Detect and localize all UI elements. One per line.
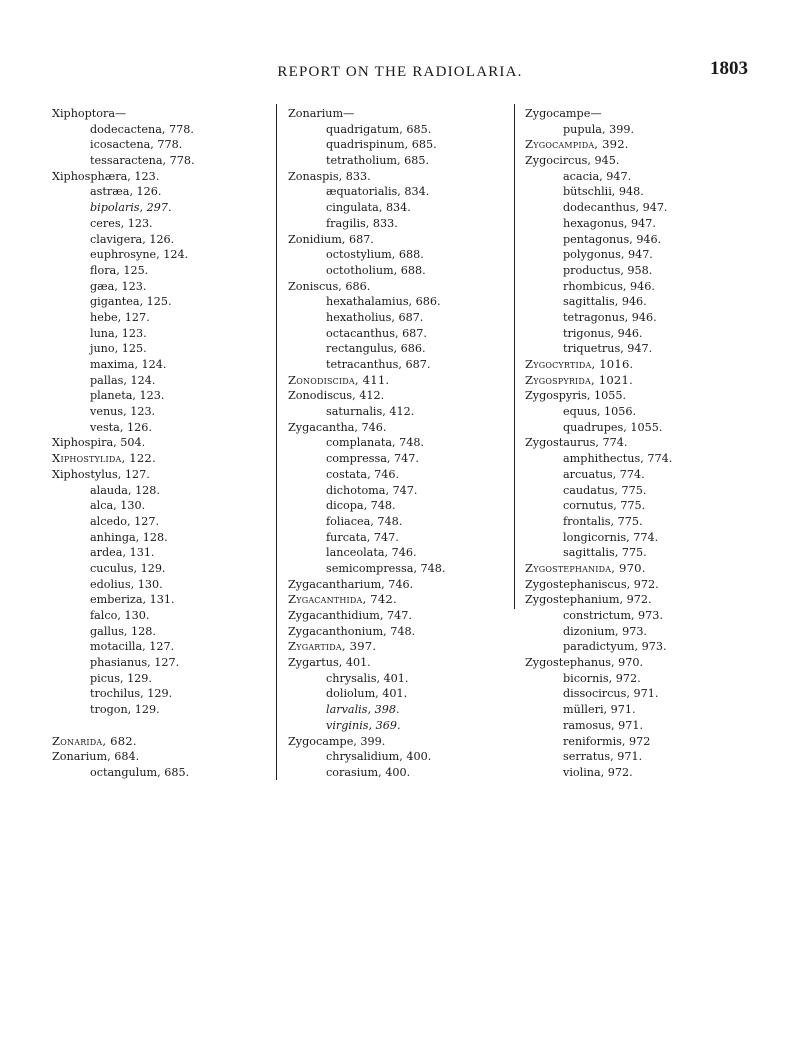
index-subentry: sagittalis, 946. — [563, 295, 647, 309]
index-subentry: alauda, 128. — [90, 483, 160, 497]
index-subentry: astræa, 126. — [90, 185, 162, 199]
index-subentry: phasianus, 127. — [90, 656, 180, 670]
index-subentry: virginis, 369. — [326, 718, 401, 732]
index-entry: Zygocampe, 399. — [288, 734, 386, 748]
index-subentry: icosactena, 778. — [90, 138, 183, 152]
index-entry: Zonodiscus, 412. — [288, 389, 385, 403]
index-subentry: æquatorialis, 834. — [326, 185, 430, 199]
index-subentry: falco, 130. — [90, 609, 150, 622]
index-entry: Zygospyris, 1055. — [525, 389, 627, 403]
index-subentry: acacia, 947. — [563, 169, 632, 183]
index-subentry: constrictum, 973. — [563, 609, 663, 622]
index-entry: Zygartida, 397. — [288, 639, 377, 654]
index-subentry: trogon, 129. — [90, 703, 160, 717]
index-entry: Xiphospira, 504. — [52, 436, 146, 450]
index-subentry: dichotoma, 747. — [326, 483, 418, 497]
index-subentry: larvalis, 398. — [326, 703, 400, 717]
index-subentry: serratus, 971. — [563, 750, 643, 764]
index-subentry: bicornis, 972. — [563, 671, 641, 685]
index-subentry: polygonus, 947. — [563, 248, 653, 262]
index-subentry: ardea, 131. — [90, 546, 155, 560]
index-subentry: pupula, 399. — [563, 122, 635, 136]
index-entry: Zonarium— — [288, 107, 355, 120]
index-subentry: gigantea, 125. — [90, 295, 172, 309]
index-entry: Zygacantharium, 746. — [288, 577, 414, 591]
index-subentry: alca, 130. — [90, 499, 146, 513]
column-divider-left — [276, 104, 277, 780]
index-subentry: dissocircus, 971. — [563, 687, 659, 701]
index-entry: Zygacanthidium, 747. — [288, 609, 412, 622]
index-entry: Zoniscus, 686. — [288, 279, 371, 293]
index-subentry: tetragonus, 946. — [563, 310, 657, 324]
index-column-1 — [52, 106, 267, 781]
index-subentry: corasium, 400. — [326, 765, 411, 779]
index-subentry: quadrispinum, 685. — [326, 138, 437, 152]
index-entry: Zonaspis, 833. — [288, 169, 371, 183]
index-subentry: quadrigatum, 685. — [326, 122, 432, 136]
index-entry: Xiphosphæra, 123. — [52, 169, 160, 183]
index-subentry: venus, 123. — [90, 405, 156, 419]
index-subentry: vesta, 126. — [90, 420, 152, 434]
index-subentry: octangulum, 685. — [90, 765, 190, 779]
index-subentry: trigonus, 946. — [563, 326, 643, 340]
index-subentry: trochilus, 129. — [90, 687, 173, 701]
index-entry: Zygocampe— — [525, 107, 602, 120]
index-subentry: picus, 129. — [90, 671, 152, 685]
index-subentry: quadrupes, 1055. — [563, 420, 663, 434]
index-subentry: productus, 958. — [563, 263, 653, 277]
column-divider-right — [514, 104, 515, 609]
index-subentry: reniformis, 972 — [563, 734, 651, 748]
index-entry: Zygostephanida, 970. — [525, 560, 646, 575]
index-column-3 — [525, 106, 750, 781]
index-subentry: rectangulus, 686. — [326, 342, 426, 356]
index-subentry: alcedo, 127. — [90, 514, 160, 528]
index-subentry: paradictyum, 973. — [563, 640, 667, 654]
index-subentry: gallus, 128. — [90, 624, 156, 638]
index-entry: Zygostephanium, 972. — [525, 593, 652, 607]
index-subentry: dodecactena, 778. — [90, 122, 194, 136]
index-subentry: pentagonus, 946. — [563, 232, 662, 246]
page-number: 1803 — [710, 58, 748, 79]
index-subentry: gæa, 123. — [90, 279, 147, 293]
index-subentry: caudatus, 775. — [563, 483, 647, 497]
index-entry: Zygocampida, 392. — [525, 137, 629, 152]
index-subentry: rhombicus, 946. — [563, 279, 655, 293]
index-entry: Zygacantha, 746. — [288, 420, 387, 434]
index-subentry: tetracanthus, 687. — [326, 358, 431, 371]
index-subentry: octostylium, 688. — [326, 248, 424, 262]
index-subentry: dicopa, 748. — [326, 499, 396, 513]
index-entry: Zygartus, 401. — [288, 656, 371, 670]
index-entry: Zygocircus, 945. — [525, 154, 620, 168]
index-subentry: fragilis, 833. — [326, 216, 398, 230]
index-subentry: bipolaris, 297. — [90, 201, 172, 215]
index-entry: Zygostephaniscus, 972. — [525, 577, 659, 591]
index-entry: Zonarida, 682. — [52, 733, 137, 748]
index-subentry: equus, 1056. — [563, 405, 637, 419]
index-subentry: maxima, 124. — [90, 358, 167, 371]
index-subentry: mülleri, 971. — [563, 703, 636, 717]
index-entry: Zonidium, 687. — [288, 232, 374, 246]
index-subentry: octacanthus, 687. — [326, 326, 427, 340]
index-subentry: complanata, 748. — [326, 436, 425, 450]
index-subentry: costata, 746. — [326, 467, 400, 481]
index-subentry: chrysalis, 401. — [326, 671, 409, 685]
index-column-2 — [288, 106, 508, 781]
index-subentry: triquetrus, 947. — [563, 342, 653, 356]
index-subentry: compressa, 747. — [326, 452, 419, 466]
index-subentry: tessaractena, 778. — [90, 154, 195, 168]
index-subentry: pallas, 124. — [90, 373, 156, 387]
index-subentry: tetratholium, 685. — [326, 154, 430, 168]
index-entry: Zygostaurus, 774. — [525, 436, 628, 450]
index-subentry: flora, 125. — [90, 263, 149, 277]
index-entry: Xiphoptora— — [52, 107, 127, 120]
index-spacer — [52, 718, 267, 734]
index-entry: Zygospyrida, 1021. — [525, 372, 633, 387]
index-subentry: clavigera, 126. — [90, 232, 175, 246]
index-subentry: cingulata, 834. — [326, 201, 411, 215]
index-subentry: dodecanthus, 947. — [563, 201, 668, 215]
index-subentry: motacilla, 127. — [90, 640, 175, 654]
index-subentry: chrysalidium, 400. — [326, 750, 432, 764]
index-subentry: hebe, 127. — [90, 310, 150, 324]
index-entry: Zygacanthida, 742. — [288, 592, 397, 607]
index-subentry: planeta, 123. — [90, 389, 165, 403]
index-entry: Zonodiscida, 411. — [288, 372, 390, 387]
index-subentry: saturnalis, 412. — [326, 405, 415, 419]
index-subentry: semicompressa, 748. — [326, 561, 446, 575]
index-subentry: ceres, 123. — [90, 216, 153, 230]
index-subentry: bütschlii, 948. — [563, 185, 644, 199]
index-entry: Zygostephanus, 970. — [525, 656, 644, 670]
index-entry: Zonarium, 684. — [52, 750, 140, 764]
index-subentry: cornutus, 775. — [563, 499, 646, 513]
index-subentry: arcuatus, 774. — [563, 467, 645, 481]
index-subentry: violina, 972. — [563, 765, 633, 779]
index-subentry: dizonium, 973. — [563, 624, 647, 638]
index-subentry: sagittalis, 775. — [563, 546, 647, 560]
index-entry: Xiphostylus, 127. — [52, 467, 150, 481]
index-subentry: hexatholius, 687. — [326, 310, 424, 324]
index-subentry: longicornis, 774. — [563, 530, 659, 544]
index-entry: Xiphostylida, 122. — [52, 451, 156, 466]
index-subentry: furcata, 747. — [326, 530, 399, 544]
index-subentry: frontalis, 775. — [563, 514, 643, 528]
index-subentry: doliolum, 401. — [326, 687, 408, 701]
index-subentry: hexathalamius, 686. — [326, 295, 441, 309]
index-entry: Zygacanthonium, 748. — [288, 624, 416, 638]
index-subentry: edolius, 130. — [90, 577, 163, 591]
running-header-title: REPORT ON THE RADIOLARIA. — [277, 64, 523, 80]
index-subentry: luna, 123. — [90, 326, 147, 340]
index-subentry: amphithectus, 774. — [563, 452, 673, 466]
index-subentry: foliacea, 748. — [326, 514, 403, 528]
index-subentry: cuculus, 129. — [90, 561, 166, 575]
index-subentry: octotholium, 688. — [326, 263, 426, 277]
index-subentry: anhinga, 128. — [90, 530, 168, 544]
index-subentry: lanceolata, 746. — [326, 546, 417, 560]
index-subentry: ramosus, 971. — [563, 718, 644, 732]
index-subentry: hexagonus, 947. — [563, 216, 656, 230]
index-subentry: emberiza, 131. — [90, 593, 175, 607]
index-entry: Zygocyrtida, 1016. — [525, 357, 634, 371]
index-subentry: juno, 125. — [90, 342, 147, 356]
index-subentry: euphrosyne, 124. — [90, 248, 189, 262]
